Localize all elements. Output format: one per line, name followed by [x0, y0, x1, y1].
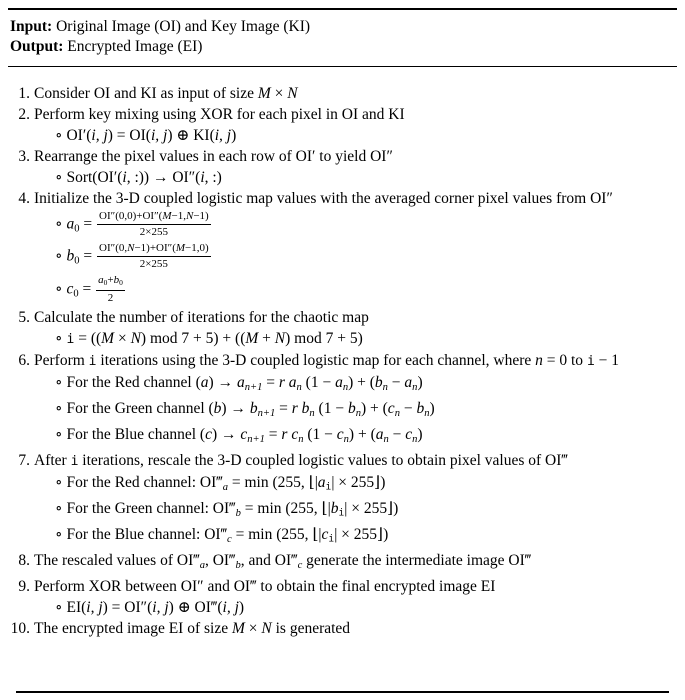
text-segment: −1,0): [185, 242, 209, 254]
text-segment: i: [66, 332, 75, 348]
step-number: 5.: [18, 309, 30, 327]
step-formula-line: [34, 597, 663, 618]
text-segment: +: [258, 330, 275, 348]
text-segment: r c: [281, 425, 299, 443]
text-segment: ) →: [211, 425, 241, 443]
step-formula-line: [34, 241, 663, 273]
text-segment: M: [257, 85, 271, 102]
text-segment: a: [317, 473, 326, 491]
text-segment: ) →: [208, 374, 237, 392]
algorithm-step: [8, 450, 663, 550]
text-segment: c: [387, 400, 395, 418]
step-formula-line: [34, 372, 663, 398]
step-formula-line: [34, 328, 663, 350]
step-number: 2.: [18, 106, 30, 123]
text-segment: − 1: [594, 352, 620, 370]
text-segment: 2×255: [139, 258, 168, 270]
text-segment: 0: [73, 288, 79, 300]
text-segment: n: [296, 382, 302, 394]
step-text: [34, 576, 663, 597]
text-segment: Perform: [34, 352, 89, 370]
text-segment: | × 255⌋): [331, 473, 386, 491]
text-segment: Initialize the 3-D coupled logistic map values with the averaged corner pixel values from OI″: [34, 190, 613, 207]
text-segment: n: [355, 407, 361, 419]
text-segment: a: [222, 481, 228, 493]
text-segment: M: [231, 619, 245, 637]
text-segment: ×: [270, 85, 288, 102]
text-segment: n+1: [257, 407, 276, 419]
text-segment: ) mod 7 + 5): [285, 330, 363, 348]
text-segment: = ((: [74, 330, 102, 348]
text-segment: ×: [244, 619, 262, 637]
middle-rule: [8, 66, 677, 67]
text-segment: ∘: [55, 215, 67, 233]
text-segment: | × 255⌋): [344, 499, 399, 517]
step-text: [34, 188, 663, 209]
text-segment: ) = OI″(: [102, 598, 153, 616]
text-segment: The encrypted image EI of size: [34, 619, 232, 637]
step-number: 10.: [10, 619, 30, 637]
text-segment: 0: [74, 255, 80, 267]
text-segment: =: [275, 400, 292, 418]
text-segment: 2: [107, 292, 114, 305]
text-segment: r a: [278, 374, 297, 392]
text-segment: ): [417, 374, 423, 392]
input-label: Input:: [10, 18, 53, 35]
text-segment: Rearrange the pixel values in each row of OI′ to yield OI″: [34, 148, 393, 165]
text-segment: Calculate the number of iterations for the chaotic map: [34, 309, 369, 327]
text-segment: b: [330, 499, 339, 517]
text-segment: N: [287, 85, 298, 102]
algorithm-step: [8, 188, 663, 307]
text-segment: ∘ For the Red channel: OI‴: [55, 473, 223, 491]
text-segment: generate the intermediate image OI‴: [302, 551, 532, 569]
text-segment: b: [235, 559, 241, 571]
text-segment: b: [235, 507, 241, 519]
step-formula-line: [34, 524, 663, 550]
text-segment: i: [338, 507, 345, 519]
text-segment: Consider OI and KI as input of size: [34, 85, 258, 102]
text-segment: ): [231, 127, 237, 144]
text-segment: r b: [291, 400, 310, 418]
text-segment: 0: [119, 278, 123, 288]
text-segment: i: [122, 169, 127, 186]
fraction-denominator: [96, 291, 125, 305]
text-segment: (1 −: [301, 374, 336, 392]
text-segment: a: [66, 215, 75, 233]
text-segment: c: [227, 533, 232, 545]
algorithm-step: [8, 618, 663, 639]
text-segment: =: [78, 280, 96, 298]
algorithm-step: [8, 104, 663, 146]
text-segment: n: [394, 407, 400, 419]
text-segment: ∘: [55, 330, 67, 348]
fraction: [96, 274, 125, 305]
fraction: [97, 210, 211, 239]
text-segment: a: [375, 425, 384, 443]
step-text: [34, 83, 663, 104]
step-number: 3.: [18, 148, 30, 165]
text-segment: 2×255: [139, 226, 168, 238]
text-segment: a: [404, 374, 413, 392]
step-number: 7.: [18, 451, 30, 469]
text-segment: , :): [204, 169, 222, 186]
text-segment: a: [335, 374, 343, 392]
step-formula-line: [34, 424, 663, 450]
text-segment: ∘ Sort(OI′(: [55, 169, 123, 186]
fraction-numerator: [97, 210, 211, 225]
step-formula-line: [34, 273, 663, 307]
text-segment: , and OI‴: [240, 551, 298, 569]
step-formula-line: [34, 498, 663, 524]
text-segment: i: [325, 481, 332, 493]
text-segment: −1): [193, 210, 209, 222]
text-segment: Perform XOR between OI″ and OI‴ to obtain the final encrypted image EI: [34, 577, 496, 595]
step-number: 6.: [18, 352, 30, 370]
text-segment: c: [336, 425, 344, 443]
text-segment: M: [245, 330, 259, 348]
text-segment: n+1: [247, 433, 265, 445]
text-segment: c: [240, 425, 248, 443]
text-segment: ) →: [221, 400, 250, 418]
text-segment: | × 255⌋): [334, 525, 389, 543]
text-segment: b: [249, 400, 258, 418]
text-segment: N: [274, 330, 286, 348]
text-segment: 0: [74, 223, 80, 235]
text-segment: n: [342, 382, 349, 394]
text-segment: ∘ For the Green channel: OI‴: [55, 499, 236, 517]
text-segment: =: [262, 374, 279, 392]
output-text: Encrypted Image (EI): [63, 38, 203, 55]
step-formula-line: [34, 209, 663, 241]
algorithm-step: [8, 350, 663, 450]
text-segment: ): [429, 400, 435, 418]
text-segment: After: [34, 451, 71, 469]
text-segment: b: [213, 400, 222, 418]
text-segment: , :)) → OI″(: [126, 169, 201, 186]
text-segment: = 0 to: [542, 352, 587, 370]
text-segment: n: [298, 433, 304, 445]
text-segment: b: [416, 400, 425, 418]
text-segment: c: [66, 280, 74, 298]
text-segment: iterations using the 3-D coupled logistic map for each channel, where: [96, 352, 536, 370]
step-formula-line: [34, 398, 663, 424]
fraction-numerator: [97, 242, 211, 257]
step-number: 8.: [18, 551, 30, 569]
algorithm-header: [10, 10, 675, 66]
text-segment: =: [79, 215, 96, 233]
step-text: [34, 146, 663, 167]
text-segment: −: [387, 374, 405, 392]
text-segment: b: [374, 374, 383, 392]
text-segment: = min (255, ⌊|: [231, 525, 322, 543]
text-segment: b: [66, 247, 75, 265]
text-segment: =: [264, 425, 282, 443]
step-text: [34, 307, 663, 328]
text-segment: (1 −: [303, 425, 337, 443]
text-segment: ∘: [55, 280, 67, 298]
text-segment: c: [321, 525, 329, 543]
algorithm-step: [8, 83, 663, 104]
step-text: [34, 104, 663, 125]
text-segment: −1,: [171, 210, 186, 222]
text-segment: The rescaled values of OI‴: [34, 551, 200, 569]
text-segment: N: [127, 242, 135, 254]
text-segment: n: [382, 382, 388, 394]
text-segment: N: [130, 330, 141, 348]
text-segment: n: [424, 407, 430, 419]
text-segment: n: [412, 433, 418, 445]
text-segment: ) + (: [348, 425, 376, 443]
text-segment: i, j: [91, 127, 108, 144]
algorithm-input-line: [10, 17, 675, 37]
text-segment: ∘ For the Blue channel (: [55, 425, 206, 443]
text-segment: b: [113, 274, 120, 286]
text-segment: i: [328, 533, 335, 545]
step-text: [34, 350, 663, 372]
step-number: 9.: [18, 577, 30, 595]
text-segment: Perform key mixing using XOR for each pixel in OI and KI: [34, 106, 405, 123]
text-segment: ): [417, 425, 423, 443]
text-segment: c: [205, 425, 212, 443]
text-segment: ) mod 7 + 5) + ((: [140, 330, 246, 348]
text-segment: ) ⊕ OI‴(: [168, 598, 223, 616]
text-segment: M: [175, 242, 186, 254]
text-segment: , OI‴: [204, 551, 236, 569]
text-segment: M: [162, 210, 172, 222]
text-segment: iterations, rescale the 3-D coupled logistic values to obtain pixel values of OI‴: [78, 451, 568, 469]
text-segment: ∘: [55, 247, 67, 265]
text-segment: −: [388, 425, 406, 443]
text-segment: = min (255, ⌊|: [228, 473, 318, 491]
text-segment: b: [347, 400, 356, 418]
text-segment: ∘ For the Green channel (: [55, 400, 214, 418]
fraction-numerator: [96, 274, 125, 291]
text-segment: is generated: [271, 619, 351, 637]
text-segment: a: [98, 274, 104, 286]
text-segment: n: [383, 433, 389, 445]
text-segment: OI″(0,: [99, 242, 128, 254]
text-segment: i: [586, 354, 595, 370]
text-segment: −: [399, 400, 417, 418]
input-text: Original Image (OI) and Key Image (KI): [52, 18, 311, 35]
algorithm-step: [8, 576, 663, 618]
text-segment: i, j: [150, 127, 168, 144]
text-segment: ) + (: [348, 374, 375, 392]
text-segment: n: [309, 407, 315, 419]
text-segment: ∘ For the Blue channel: OI‴: [55, 525, 228, 543]
step-text: [34, 450, 663, 472]
text-segment: N: [261, 619, 272, 637]
text-segment: N: [185, 210, 194, 222]
step-formula-line: [34, 472, 663, 498]
text-segment: ) = OI(: [107, 127, 151, 144]
text-segment: M: [101, 330, 115, 348]
text-segment: =: [79, 247, 96, 265]
step-text: [34, 618, 663, 639]
text-segment: 0: [103, 278, 108, 288]
step-text: [34, 550, 663, 576]
text-segment: n: [412, 382, 418, 394]
algorithm-box: [0, 8, 685, 639]
algorithm-steps: [8, 83, 677, 639]
text-segment: c: [405, 425, 413, 443]
text-segment: n: [343, 433, 349, 445]
text-segment: n: [535, 352, 543, 370]
fraction-denominator: [97, 257, 211, 271]
text-segment: i, j: [222, 598, 239, 616]
algorithm-step: [8, 146, 663, 188]
text-segment: = min (255, ⌊|: [240, 499, 331, 517]
text-segment: i, j: [86, 598, 103, 616]
text-segment: i, j: [152, 598, 169, 616]
step-number: 1.: [18, 85, 30, 102]
output-label: Output:: [10, 38, 64, 55]
algorithm-output-line: [10, 37, 675, 57]
text-segment: ∘ EI(: [55, 598, 87, 616]
step-formula-line: [34, 167, 663, 188]
text-segment: ∘ OI′(: [55, 127, 92, 144]
text-segment: ∘ For the Red channel (: [55, 374, 201, 392]
text-segment: i: [200, 169, 205, 186]
text-segment: i: [88, 354, 97, 370]
text-segment: ×: [114, 330, 131, 348]
algorithm-step: [8, 307, 663, 350]
fraction-denominator: [97, 225, 211, 239]
text-segment: −1)+OI″(: [134, 242, 176, 254]
algorithm-step: [8, 550, 663, 576]
text-segment: a: [236, 374, 245, 392]
text-segment: ) ⊕ KI(: [167, 127, 215, 144]
fraction: [97, 242, 211, 271]
text-segment: n+1: [244, 382, 263, 394]
text-segment: OI″(0,0)+OI″(: [99, 210, 163, 222]
text-segment: ): [238, 598, 245, 616]
text-segment: (1 −: [314, 400, 348, 418]
text-segment: i, j: [214, 127, 232, 144]
text-segment: +: [107, 274, 114, 286]
text-segment: c: [297, 559, 303, 571]
step-formula-line: [34, 125, 663, 146]
text-segment: ) + (: [360, 400, 388, 418]
step-number: 4.: [18, 190, 30, 207]
text-segment: a: [200, 374, 209, 392]
text-segment: i: [70, 453, 79, 469]
text-segment: a: [199, 559, 205, 571]
bottom-rule: [16, 691, 669, 693]
